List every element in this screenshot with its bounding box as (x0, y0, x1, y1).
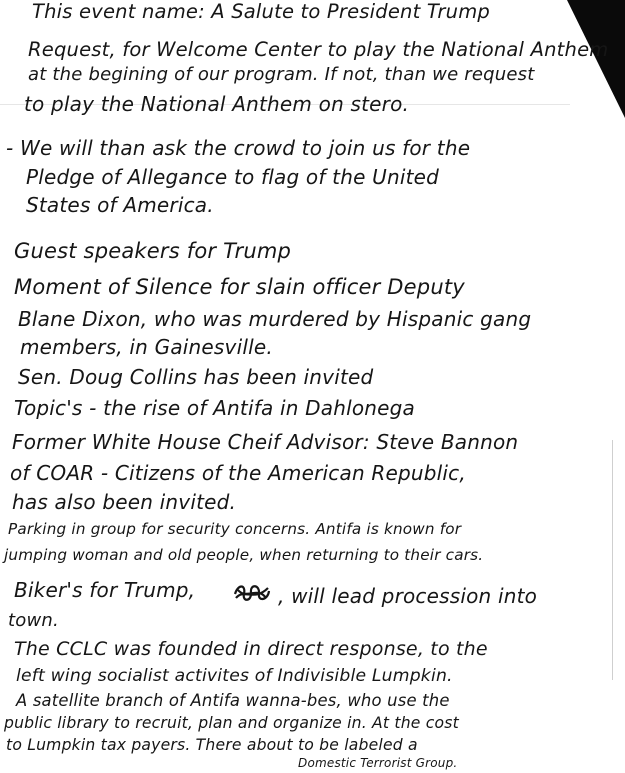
line-request-2: at the begining of our program. If not, than we request (28, 64, 535, 85)
line-bikers-end: , will lead procession into (278, 584, 538, 608)
line-pledge-2: Pledge of Allegance to flag of the United (26, 165, 440, 189)
line-cclc-3: A satellite branch of Antifa wanna-bes, who use the (16, 691, 450, 710)
line-parking-2: jumping woman and old people, when returning to their cars. (4, 546, 484, 564)
line-pledge-1: - We will than ask the crowd to join us for the (6, 136, 471, 160)
line-bikers-start: Biker's for Trump, (14, 578, 196, 602)
scan-edge-line (612, 440, 613, 680)
line-event-name: This event name: A Salute to President Trump (32, 0, 490, 23)
line-coar: of COAR - Citizens of the American Republic, (10, 461, 466, 485)
line-sen-collins: Sen. Doug Collins has been invited (18, 365, 374, 389)
line-cclc-1: The CCLC was founded in direct response, to the (14, 638, 488, 660)
line-cclc-5: to Lumpkin tax payers. There about to be labeled a (6, 736, 418, 754)
line-request-3: to play the National Anthem on stero. (24, 92, 410, 116)
line-moment-of-silence: Moment of Silence for slain officer Deputy (14, 275, 465, 299)
line-parking-1: Parking in group for security concerns. Antifa is known for (8, 520, 462, 538)
line-guest-speakers: Guest speakers for Trump (14, 239, 292, 263)
redaction-scribble (232, 582, 272, 604)
line-topic: Topic's - the rise of Antifa in Dahlonega (14, 396, 416, 420)
line-cclc-2: left wing socialist activites of Indivisible Lumpkin. (16, 666, 453, 686)
line-gainesville: members, in Gainesville. (20, 335, 273, 359)
line-town: town. (8, 610, 59, 631)
line-blane-dixon: Blane Dixon, who was murdered by Hispanic gang (18, 307, 532, 331)
line-cclc-4: public library to recruit, plan and organize in. At the cost (4, 714, 459, 732)
line-pledge-3: States of America. (26, 193, 214, 217)
line-request-1: Request, for Welcome Center to play the National Anthem (28, 38, 609, 61)
line-bannon: Former White House Cheif Advisor: Steve Bannon (12, 430, 519, 454)
line-invited: has also been invited. (12, 490, 237, 514)
line-cclc-6: Domestic Terrorist Group. (298, 756, 458, 770)
